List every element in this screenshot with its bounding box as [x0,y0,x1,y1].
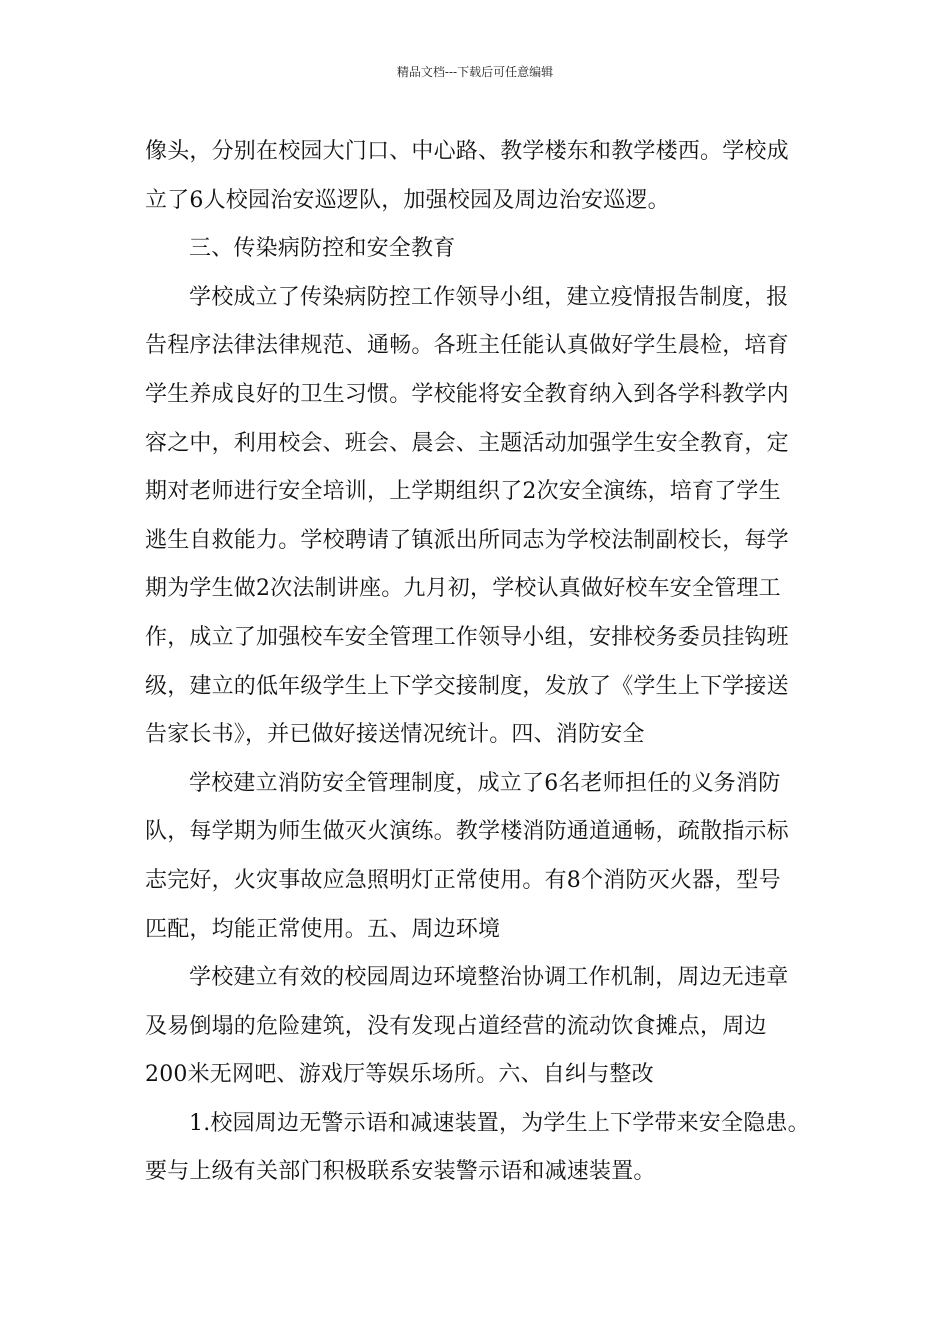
section-heading: 三、传染病防控和安全教育 [189,236,456,262]
text-line: 作，成立了加强校车安全管理工作领导小组，安排校务委员挂钩班 [145,624,789,650]
text-line: 学生养成良好的卫生习惯。学校能将安全教育纳入到各学科教学内 [145,381,789,407]
text-line: 级，建立的低年级学生上下学交接制度，发放了《学生上下学接送 [145,673,789,699]
text-line: 容之中，利用校会、班会、晨会、主题活动加强学生安全教育，定 [145,430,789,456]
page-header: 精品文档---下载后可任意编辑 [396,65,554,79]
text-line: 200米无网吧、游戏厅等娱乐场所。六、自纠与整改 [145,1062,654,1088]
text-line: 1.校园周边无警示语和减速装置，为学生上下学带来安全隐患。 [189,1110,810,1136]
text-line: 匹配，均能正常使用。五、周边环境 [145,916,501,942]
text-line: 立了6人校园治安巡逻队，加强校园及周边治安巡逻。 [145,187,670,213]
text-line: 期为学生做2次法制讲座。九月初，学校认真做好校车安全管理工 [145,576,781,602]
text-line: 要与上级有关部门积极联系安装警示语和减速装置。 [145,1159,656,1185]
text-line: 志完好，火灾事故应急照明灯正常使用。有8个消防灭火器，型号 [145,867,781,893]
text-line: 学校建立有效的校园周边环境整治协调工作机制，周边无违章 [189,965,789,991]
text-line: 队，每学期为师生做灭火演练。教学楼消防通道通畅，疏散指示标 [145,819,789,845]
text-line: 像头，分别在校园大门口、中心路、教学楼东和教学楼西。学校成 [145,139,789,164]
text-line: 逃生自救能力。学校聘请了镇派出所同志为学校法制副校长，每学 [145,527,789,553]
text-line: 及易倒塌的危险建筑，没有发现占道经营的流动饮食摊点，周边 [145,1013,767,1039]
text-line: 学校成立了传染病防控工作领导小组，建立疫情报告制度，报 [189,284,789,310]
text-line: 学校建立消防安全管理制度，成立了6名老师担任的义务消防 [189,770,781,796]
document-body [145,128,825,1197]
text-line: 告程序法律法律规范、通畅。各班主任能认真做好学生晨检，培育 [145,333,789,359]
text-line: 期对老师进行安全培训，上学期组织了2次安全演练，培育了学生 [145,479,781,505]
text-line: 告家长书》，并已做好接送情况统计。四、消防安全 [145,722,645,748]
